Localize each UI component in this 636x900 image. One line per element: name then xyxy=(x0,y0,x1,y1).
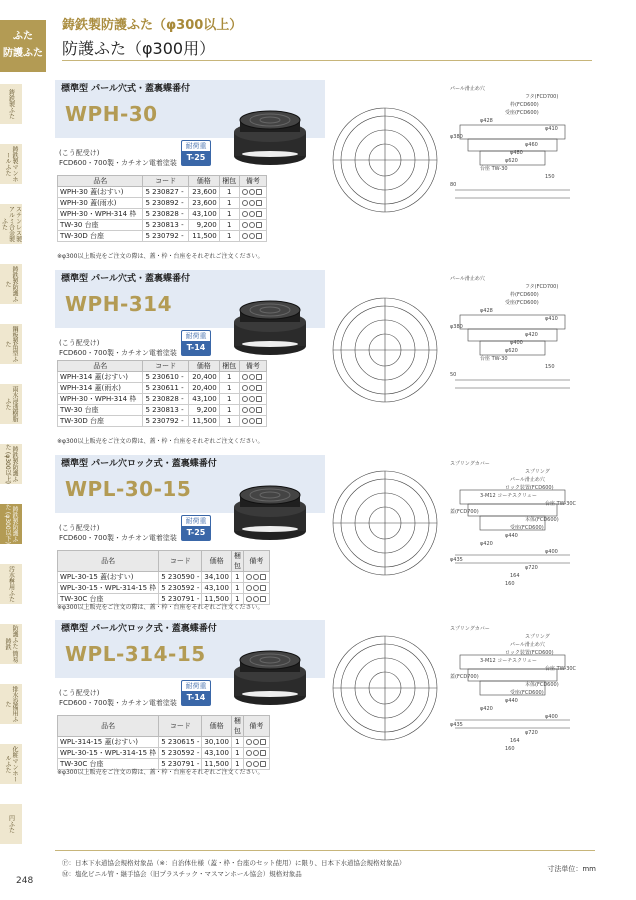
product-name: WPH-30・WPH-314 枠 xyxy=(58,394,143,405)
table-header: 価格 xyxy=(202,716,232,737)
product-code: 5 230615 - xyxy=(159,737,202,748)
table-header: 価格 xyxy=(188,176,219,187)
jswa-mark-icon xyxy=(242,407,248,413)
sidebar-tab[interactable]: 鋳鉄製防護ふた (φ300以上) xyxy=(0,444,22,484)
jswa-mark-icon xyxy=(246,739,252,745)
product-name: WPL-30-15 蓋(おすい) xyxy=(58,572,159,583)
product-name: TW-30C 台座 xyxy=(58,759,159,770)
page-title: 鋳鉄製防護ふた（φ300以上） xyxy=(62,18,243,33)
product-pack: 1 xyxy=(219,231,239,242)
table-header: 品名 xyxy=(58,176,143,187)
cert-mark-icon xyxy=(249,200,255,206)
page-subtitle: 防護ふた（φ300用） xyxy=(62,39,216,58)
unit-note: 寸法単位：mm xyxy=(547,865,596,873)
product-name: WPH-314 蓋(雨水) xyxy=(58,383,143,394)
order-note: ※φ300以上販売をご注文の際は、蓋・枠・台座をそれぞれご注文ください。 xyxy=(57,604,264,611)
product-code: 5 230592 - xyxy=(159,748,202,759)
spec-line-2: FCD600・700製・カチオン電着塗装 xyxy=(59,349,177,357)
sidebar-header xyxy=(0,20,46,72)
pvc-mark-icon xyxy=(256,407,262,413)
sidebar-tabs xyxy=(0,84,22,864)
table-row xyxy=(58,748,270,759)
model-name: WPH-30 xyxy=(65,102,158,126)
product-table xyxy=(57,715,270,770)
product-pack: 1 xyxy=(231,572,243,583)
product-photo xyxy=(225,98,315,170)
technical-drawing xyxy=(330,620,595,770)
jswa-mark-icon xyxy=(246,750,252,756)
drawing-label: スプリングカバー xyxy=(450,626,490,632)
drawing-label: 受座(FCD600) xyxy=(505,300,539,306)
jswa-mark-icon xyxy=(242,418,248,424)
sidebar-tab[interactable]: 鋳鉄製マンホールふた xyxy=(0,144,22,184)
pvc-mark-icon xyxy=(260,739,266,745)
pvc-mark-icon xyxy=(256,418,262,424)
product-pack: 1 xyxy=(219,187,239,198)
product-table xyxy=(57,550,270,605)
product-code: 5 230590 - xyxy=(159,572,202,583)
jswa-mark-icon xyxy=(246,574,252,580)
load-label: 耐荷重 xyxy=(185,142,207,150)
footer-note-jswa: Ⓕ：日本下水道協会規格対象品（※：自治体仕様（蓋・枠・台座のセット使用）に限り、日本下水道協会規格対象品） xyxy=(62,859,406,867)
pvc-mark-icon xyxy=(260,585,266,591)
drawing-label: 164 xyxy=(510,573,520,579)
product-price: 30,100 xyxy=(202,737,232,748)
load-label: 耐荷重 xyxy=(185,517,207,525)
cert-mark-icon xyxy=(249,396,255,402)
product-pack: 1 xyxy=(231,748,243,759)
drawing-label: パール滑止め穴 xyxy=(510,477,545,483)
cert-mark-icon xyxy=(249,222,255,228)
product-table xyxy=(57,175,267,242)
product-remarks xyxy=(243,572,269,583)
product-remarks xyxy=(239,187,266,198)
order-note: ※φ300以上販売をご注文の際は、蓋・枠・台座をそれぞれご注文ください。 xyxy=(57,253,264,260)
drawing-label: φ420 xyxy=(480,706,493,712)
sidebar-header-label: ふた 防護ふた xyxy=(3,31,43,59)
product-section xyxy=(55,270,595,445)
drawing-label: 164 xyxy=(510,738,520,744)
drawing-label: 台座 TW-30 xyxy=(480,356,508,362)
pvc-mark-icon xyxy=(256,374,262,380)
table-header-row xyxy=(58,716,270,737)
product-name: TW-30 台座 xyxy=(58,220,143,231)
product-table xyxy=(57,360,267,427)
table-header: 品名 xyxy=(58,361,143,372)
drawing-label: スプリング xyxy=(525,634,550,640)
product-remarks xyxy=(239,198,266,209)
drawing-label: φ428 xyxy=(480,118,493,124)
table-row xyxy=(58,405,267,416)
drawing-label: φ620 xyxy=(505,348,518,354)
product-price: 20,400 xyxy=(188,383,219,394)
table-row xyxy=(58,209,267,220)
table-row xyxy=(58,737,270,748)
drawing-label: φ428 xyxy=(480,308,493,314)
cert-mark-icon xyxy=(253,574,259,580)
product-photo xyxy=(225,288,315,360)
table-header: 備考 xyxy=(239,361,266,372)
jswa-mark-icon xyxy=(242,222,248,228)
drawing-label: 50 xyxy=(450,372,457,378)
table-header: コード xyxy=(143,176,188,187)
pvc-mark-icon xyxy=(256,233,262,239)
jswa-mark-icon xyxy=(246,585,252,591)
technical-drawing xyxy=(330,80,595,230)
drawing-label: φ400 xyxy=(545,549,558,555)
load-rating-badge xyxy=(181,515,211,541)
table-header: コード xyxy=(159,551,202,572)
technical-drawing xyxy=(330,455,595,605)
product-price: 9,200 xyxy=(188,220,219,231)
spec-line-2: FCD600・700製・カチオン電着塗装 xyxy=(59,534,177,542)
product-code: 5 230828 - xyxy=(143,394,188,405)
product-price: 20,400 xyxy=(188,372,219,383)
table-row xyxy=(58,383,267,394)
jswa-mark-icon xyxy=(242,211,248,217)
product-code: 5 230791 - xyxy=(159,594,202,605)
product-price: 11,500 xyxy=(202,759,232,770)
pvc-mark-icon xyxy=(256,222,262,228)
pvc-mark-icon xyxy=(260,574,266,580)
product-price: 43,100 xyxy=(188,209,219,220)
product-remarks xyxy=(239,220,266,231)
cert-mark-icon xyxy=(253,750,259,756)
cert-mark-icon xyxy=(249,233,255,239)
load-class: T-14 xyxy=(182,691,210,705)
product-price: 9,200 xyxy=(188,405,219,416)
product-code: 5 230892 - xyxy=(143,198,188,209)
load-label: 耐荷重 xyxy=(185,332,207,340)
header-divider xyxy=(62,60,592,61)
table-row xyxy=(58,198,267,209)
product-remarks xyxy=(243,748,269,759)
product-name: WPL-314-15 蓋(おすい) xyxy=(58,737,159,748)
product-name: TW-30D 台座 xyxy=(58,416,143,427)
product-pack: 1 xyxy=(219,372,239,383)
drawing-label: 枠(FCD600) xyxy=(510,292,539,298)
drawing-label: 本体(FCD600) xyxy=(525,517,559,523)
drawing-label: スプリングカバー xyxy=(450,461,490,467)
load-class: T-25 xyxy=(182,526,210,540)
table-row xyxy=(58,220,267,231)
cert-mark-icon xyxy=(253,585,259,591)
footer-divider xyxy=(55,850,595,851)
table-header: 価格 xyxy=(188,361,219,372)
product-code: 5 230827 - xyxy=(143,187,188,198)
load-class: T-25 xyxy=(182,151,210,165)
table-header-row xyxy=(58,176,267,187)
spec-line-1: (こう配受け) xyxy=(59,689,100,697)
drawing-label: フタ(FCD700) xyxy=(525,94,559,100)
product-price: 23,600 xyxy=(188,187,219,198)
product-code: 5 230813 - xyxy=(143,405,188,416)
product-price: 11,500 xyxy=(188,416,219,427)
product-name: WPH-30 蓋(おすい) xyxy=(58,187,143,198)
product-remarks xyxy=(239,416,266,427)
drawing-label: 台座 TW-30 xyxy=(480,166,508,172)
table-header: 梱包 xyxy=(231,551,243,572)
footer-note-pvc: Ⓜ：塩化ビニル管・継手協会（旧プラスチック・マスマンホール協会）規格対象品 xyxy=(62,870,302,878)
product-code: 5 230828 - xyxy=(143,209,188,220)
table-header: 梱包 xyxy=(219,361,239,372)
table-header-row xyxy=(58,361,267,372)
drawing-label: φ480 xyxy=(510,150,523,156)
product-pack: 1 xyxy=(231,583,243,594)
model-name: WPL-314-15 xyxy=(65,642,206,666)
product-name: WPH-314 蓋(おすい) xyxy=(58,372,143,383)
drawing-label: 蓋(FCD700) xyxy=(450,509,479,515)
jswa-mark-icon xyxy=(242,189,248,195)
cert-mark-icon xyxy=(249,211,255,217)
product-remarks xyxy=(239,394,266,405)
table-row xyxy=(58,583,270,594)
technical-drawing xyxy=(330,270,595,420)
product-name: WPH-30・WPH-314 枠 xyxy=(58,209,143,220)
spec-line-2: FCD600・700製・カチオン電着塗装 xyxy=(59,699,177,707)
product-pack: 1 xyxy=(219,209,239,220)
drawing-label: φ720 xyxy=(525,730,538,736)
drawing-label: φ460 xyxy=(525,142,538,148)
product-code: 5 230792 - xyxy=(143,416,188,427)
product-code: 5 230611 - xyxy=(143,383,188,394)
table-row xyxy=(58,394,267,405)
product-name: TW-30C 台座 xyxy=(58,594,159,605)
drawing-label: 本体(FCD600) xyxy=(525,682,559,688)
drawing-label: 160 xyxy=(505,581,515,587)
section-type-label: 標準型 パール穴式・蓋裏蝶番付 xyxy=(55,270,325,288)
drawing-label: パール滑止め穴 xyxy=(450,86,485,92)
table-row xyxy=(58,231,267,242)
sidebar-tab[interactable]: 汚水桝用ふた xyxy=(0,564,22,604)
product-pack: 1 xyxy=(231,759,243,770)
section-type-label: 標準型 パール穴ロック式・蓋裏蝶番付 xyxy=(55,620,325,638)
spec-line-1: (こう配受け) xyxy=(59,339,100,347)
sidebar-tab[interactable]: 鋳鉄製防護ふた (φ300以下) xyxy=(0,504,22,544)
load-class: T-14 xyxy=(182,341,210,355)
drawing-label: パール滑止め穴 xyxy=(510,642,545,648)
order-note: ※φ300以上販売をご注文の際は、蓋・枠・台座をそれぞれご注文ください。 xyxy=(57,438,264,445)
table-header: コード xyxy=(143,361,188,372)
product-pack: 1 xyxy=(231,594,243,605)
drawing-label: パール滑止め穴 xyxy=(450,276,485,282)
section-type-label: 標準型 パール穴ロック式・蓋裏蝶番付 xyxy=(55,455,325,473)
sidebar-tab[interactable]: ステンレス製アルミ合金製ふた xyxy=(0,206,22,242)
drawing-label: フタ(FCD700) xyxy=(525,284,559,290)
drawing-label: φ400 xyxy=(510,340,523,346)
product-price: 11,500 xyxy=(202,594,232,605)
product-pack: 1 xyxy=(219,416,239,427)
pvc-mark-icon xyxy=(256,200,262,206)
sidebar-tab[interactable]: 鋼板製角型ふた xyxy=(0,324,22,364)
product-pack: 1 xyxy=(219,198,239,209)
table-header-row xyxy=(58,551,270,572)
product-code: 5 230792 - xyxy=(143,231,188,242)
drawing-label: 蓋(FCD700) xyxy=(450,674,479,680)
drawing-label: 80 xyxy=(450,182,457,188)
drawing-label: 150 xyxy=(545,174,555,180)
sidebar-tab[interactable]: 円ふた xyxy=(0,804,22,844)
table-header: 備考 xyxy=(239,176,266,187)
sidebar-tab[interactable]: 雨水浸透樹脂ふた xyxy=(0,384,22,424)
product-section xyxy=(55,455,595,625)
drawing-label: φ720 xyxy=(525,565,538,571)
product-remarks xyxy=(239,209,266,220)
jswa-mark-icon xyxy=(242,385,248,391)
pvc-mark-icon xyxy=(256,396,262,402)
table-row xyxy=(58,572,270,583)
drawing-label: 受座(FCD600) xyxy=(510,690,544,696)
section-type-label: 標準型 パール穴式・蓋裏蝶番付 xyxy=(55,80,325,98)
load-rating-badge xyxy=(181,680,211,706)
cert-mark-icon xyxy=(249,374,255,380)
load-label: 耐荷重 xyxy=(185,682,207,690)
product-name: TW-30 台座 xyxy=(58,405,143,416)
drawing-label: 3-M12 コーチスクリュー xyxy=(480,658,537,664)
product-photo xyxy=(225,473,315,545)
product-remarks xyxy=(239,405,266,416)
table-header: 備考 xyxy=(243,551,269,572)
drawing-label: 台座 TW-30C xyxy=(545,666,577,672)
drawing-label: φ435 xyxy=(450,557,463,563)
product-price: 43,100 xyxy=(202,583,232,594)
drawing-label: 150 xyxy=(545,364,555,370)
spec-line-1: (こう配受け) xyxy=(59,149,100,157)
drawing-label: 台座 TW-30C xyxy=(545,501,577,507)
drawing-label: φ410 xyxy=(545,316,558,322)
drawing-label: 枠(FCD600) xyxy=(510,102,539,108)
product-price: 43,100 xyxy=(202,748,232,759)
spec-line-1: (こう配受け) xyxy=(59,524,100,532)
model-name: WPL-30-15 xyxy=(65,477,192,501)
pvc-mark-icon xyxy=(256,189,262,195)
product-name: WPH-30 蓋(雨水) xyxy=(58,198,143,209)
sidebar-tab[interactable]: 鋳鉄製ふた xyxy=(0,84,22,124)
table-header: コード xyxy=(159,716,202,737)
drawing-label: ロック装置(FCD600) xyxy=(505,650,554,656)
pvc-mark-icon xyxy=(260,750,266,756)
load-rating-badge xyxy=(181,330,211,356)
cert-mark-icon xyxy=(249,189,255,195)
table-header: 梱包 xyxy=(219,176,239,187)
sidebar-tab[interactable]: 防護ふた 簡易鋳鉄 xyxy=(0,624,22,664)
product-name: WPL-30-15・WPL-314-15 枠 xyxy=(58,748,159,759)
cert-mark-icon xyxy=(253,739,259,745)
sidebar-tab[interactable]: 排水設備用ふた xyxy=(0,684,22,724)
product-remarks xyxy=(239,372,266,383)
product-section xyxy=(55,620,595,790)
product-pack: 1 xyxy=(219,394,239,405)
drawing-label: 受座(FCD600) xyxy=(505,110,539,116)
product-price: 43,100 xyxy=(188,394,219,405)
drawing-label: φ440 xyxy=(505,533,518,539)
pvc-mark-icon xyxy=(256,211,262,217)
table-row xyxy=(58,187,267,198)
product-price: 34,100 xyxy=(202,572,232,583)
drawing-label: スプリング xyxy=(525,469,550,475)
product-remarks xyxy=(243,737,269,748)
product-remarks xyxy=(239,231,266,242)
table-row xyxy=(58,416,267,427)
product-pack: 1 xyxy=(219,220,239,231)
product-price: 23,600 xyxy=(188,198,219,209)
product-code: 5 230813 - xyxy=(143,220,188,231)
jswa-mark-icon xyxy=(242,233,248,239)
sidebar-tab[interactable]: 化粧マンホールふた xyxy=(0,744,22,784)
drawing-label: φ380 xyxy=(450,134,463,140)
jswa-mark-icon xyxy=(242,396,248,402)
product-name: WPL-30-15・WPL-314-15 枠 xyxy=(58,583,159,594)
drawing-label: φ400 xyxy=(545,714,558,720)
product-remarks xyxy=(239,383,266,394)
pvc-mark-icon xyxy=(256,385,262,391)
product-remarks xyxy=(243,583,269,594)
product-code: 5 230610 - xyxy=(143,372,188,383)
cert-mark-icon xyxy=(249,418,255,424)
table-header: 梱包 xyxy=(231,716,243,737)
model-name: WPH-314 xyxy=(65,292,173,316)
drawing-label: φ410 xyxy=(545,126,558,132)
product-code: 5 230592 - xyxy=(159,583,202,594)
cert-mark-icon xyxy=(249,385,255,391)
spec-line-2: FCD600・700製・カチオン電着塗装 xyxy=(59,159,177,167)
jswa-mark-icon xyxy=(242,374,248,380)
product-code: 5 230791 - xyxy=(159,759,202,770)
drawing-label: φ380 xyxy=(450,324,463,330)
sidebar-tab[interactable]: 鋳鉄製防護ふた xyxy=(0,264,22,304)
product-photo xyxy=(225,638,315,710)
order-note: ※φ300以上販売をご注文の際は、蓋・枠・台座をそれぞれご注文ください。 xyxy=(57,769,264,776)
table-header: 品名 xyxy=(58,716,159,737)
table-row xyxy=(58,372,267,383)
table-header: 価格 xyxy=(202,551,232,572)
table-header: 備考 xyxy=(243,716,269,737)
page-number: 248 xyxy=(16,876,34,886)
product-pack: 1 xyxy=(231,737,243,748)
jswa-mark-icon xyxy=(242,200,248,206)
load-rating-badge xyxy=(181,140,211,166)
drawing-label: 受座(FCD600) xyxy=(510,525,544,531)
drawing-label: 160 xyxy=(505,746,515,752)
drawing-label: φ440 xyxy=(505,698,518,704)
cert-mark-icon xyxy=(249,407,255,413)
product-section xyxy=(55,80,595,260)
table-header: 品名 xyxy=(58,551,159,572)
product-pack: 1 xyxy=(219,405,239,416)
product-price: 11,500 xyxy=(188,231,219,242)
product-name: TW-30D 台座 xyxy=(58,231,143,242)
drawing-label: φ420 xyxy=(480,541,493,547)
drawing-label: φ435 xyxy=(450,722,463,728)
drawing-label: φ620 xyxy=(505,158,518,164)
drawing-label: ロック装置(FCD600) xyxy=(505,485,554,491)
drawing-label: 3-M12 コーチスクリュー xyxy=(480,493,537,499)
product-pack: 1 xyxy=(219,383,239,394)
drawing-label: φ420 xyxy=(525,332,538,338)
